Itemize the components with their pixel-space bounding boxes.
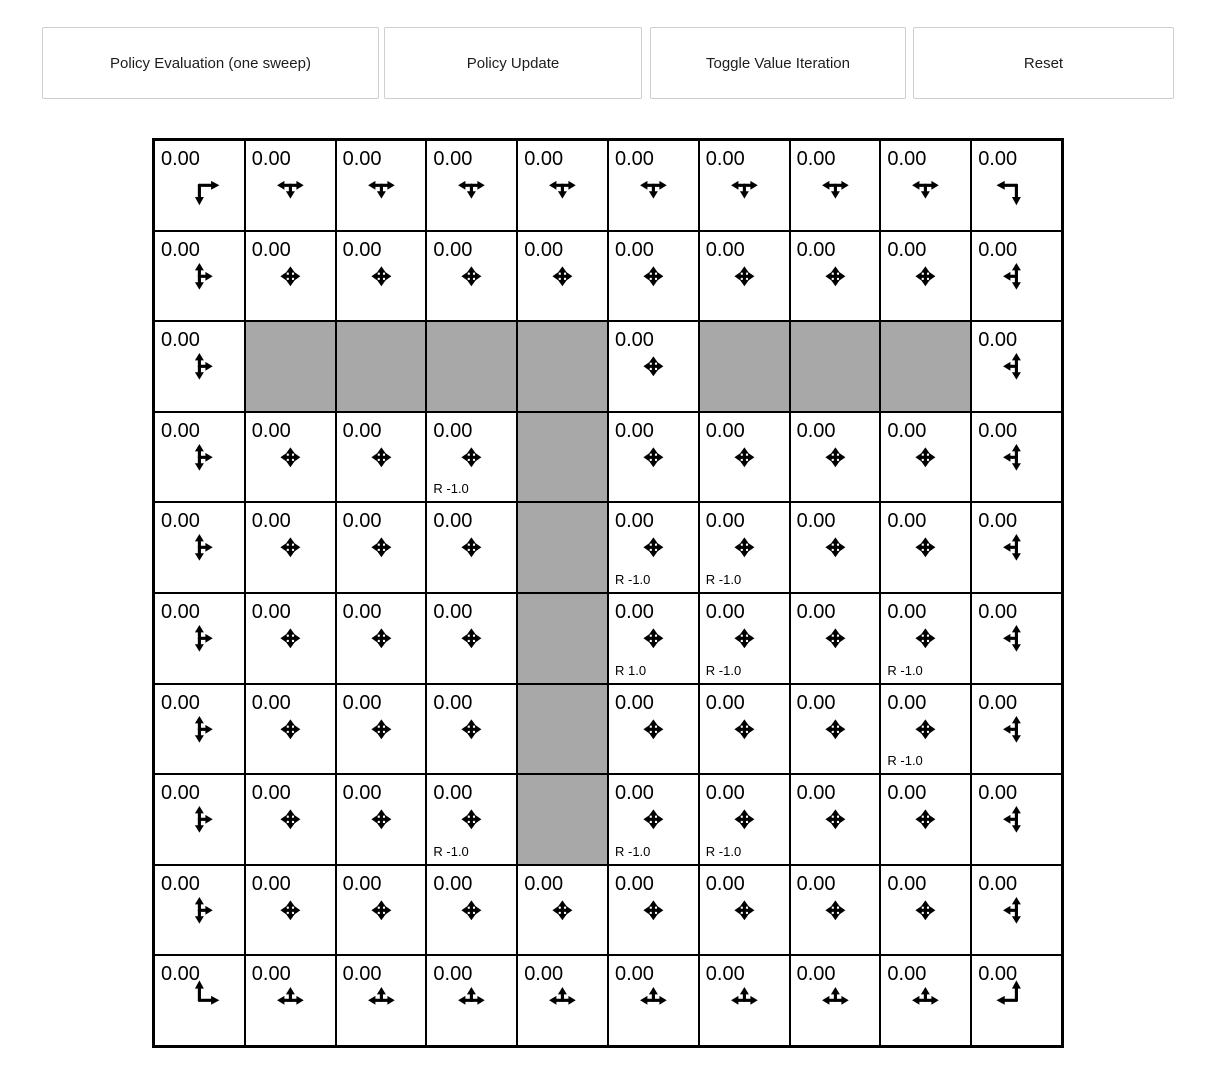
policy-arrows-icon — [246, 503, 335, 592]
policy-arrows-icon — [700, 775, 789, 864]
cell-value: 0.00 — [978, 600, 1018, 623]
cell-value: 0.00 — [161, 963, 200, 986]
grid-cell[interactable] — [880, 865, 971, 956]
policy-arrows-icon — [337, 775, 426, 864]
cell-value: 0.00 — [615, 148, 654, 170]
policy-arrows-icon — [791, 685, 880, 774]
grid-cell[interactable] — [426, 865, 517, 956]
grid-cell[interactable] — [608, 774, 699, 865]
policy-update-button[interactable]: Policy Update — [384, 27, 642, 99]
grid-cell-wall[interactable] — [880, 321, 971, 412]
policy-arrows-icon — [246, 594, 335, 683]
grid-cell[interactable] — [699, 774, 790, 865]
grid-cell[interactable] — [154, 321, 245, 412]
grid-cell[interactable] — [790, 231, 881, 322]
grid-cell[interactable] — [880, 412, 971, 503]
cell-value: 0.00 — [524, 963, 564, 986]
policy-arrows-icon — [518, 232, 607, 321]
policy-arrows-icon — [609, 232, 698, 321]
policy-arrows-icon — [427, 503, 516, 592]
cell-value: 0.00 — [796, 872, 836, 895]
cell-reward: R -1.0 — [705, 662, 742, 678]
grid-cell[interactable] — [426, 412, 517, 503]
grid-cell[interactable] — [154, 231, 245, 322]
policy-arrows-icon — [155, 322, 244, 411]
policy-arrows-icon — [791, 413, 880, 502]
grid-cell[interactable] — [608, 684, 699, 775]
cell-value: 0.00 — [433, 238, 473, 261]
policy-arrows-icon — [337, 232, 426, 321]
cell-value: 0.00 — [615, 782, 654, 805]
grid-cell[interactable] — [517, 140, 608, 231]
grid-cell[interactable] — [790, 593, 881, 684]
grid-cell[interactable] — [336, 502, 427, 593]
cell-value: 0.00 — [887, 782, 927, 805]
grid-cell-wall[interactable] — [517, 502, 608, 593]
policy-arrows-icon — [972, 322, 1061, 411]
cell-value: 0.00 — [705, 782, 745, 805]
cell-value: 0.00 — [342, 782, 382, 805]
grid-cell[interactable] — [245, 955, 336, 1046]
policy-arrows-icon — [609, 141, 698, 230]
grid-cell[interactable] — [336, 865, 427, 956]
policy-arrows-icon — [337, 141, 426, 230]
cell-value: 0.00 — [887, 600, 927, 623]
cell-reward: R -1.0 — [433, 481, 469, 497]
policy-arrows-icon — [427, 413, 516, 502]
policy-arrows-icon — [427, 685, 516, 774]
grid-cell[interactable] — [154, 955, 245, 1046]
cell-value: 0.00 — [161, 691, 200, 714]
grid-cell[interactable] — [245, 865, 336, 956]
grid-cell[interactable] — [336, 774, 427, 865]
grid-cell[interactable] — [154, 865, 245, 956]
grid-cell[interactable] — [699, 684, 790, 775]
cell-value: 0.00 — [887, 872, 927, 895]
grid-cell[interactable] — [699, 593, 790, 684]
cell-value: 0.00 — [524, 872, 564, 895]
grid-cell-wall[interactable] — [517, 593, 608, 684]
cell-value: 0.00 — [524, 238, 564, 261]
grid-cell[interactable] — [699, 955, 790, 1046]
policy-arrows-icon — [791, 232, 880, 321]
policy-arrows-icon — [972, 503, 1061, 592]
grid-cell[interactable] — [336, 684, 427, 775]
cell-value: 0.00 — [251, 238, 291, 261]
cell-value: 0.00 — [978, 238, 1018, 261]
cell-reward: R -1.0 — [433, 843, 469, 859]
grid-cell[interactable] — [245, 684, 336, 775]
grid-cell[interactable] — [426, 684, 517, 775]
policy-arrows-icon — [972, 956, 1061, 1045]
cell-value: 0.00 — [705, 148, 745, 170]
grid-cell[interactable] — [426, 140, 517, 231]
cell-value: 0.00 — [887, 148, 927, 170]
policy-arrows-icon — [427, 956, 516, 1045]
policy-evaluation-button[interactable]: Policy Evaluation (one sweep) — [42, 27, 379, 99]
grid-cell[interactable] — [971, 774, 1062, 865]
grid-cell[interactable] — [608, 231, 699, 322]
policy-arrows-icon — [881, 775, 970, 864]
cell-value: 0.00 — [615, 872, 654, 895]
policy-arrows-icon — [881, 866, 970, 955]
policy-arrows-icon — [700, 685, 789, 774]
cell-value: 0.00 — [161, 782, 200, 805]
cell-value: 0.00 — [978, 329, 1018, 352]
cell-value: 0.00 — [251, 782, 291, 805]
policy-arrows-icon — [700, 503, 789, 592]
cell-value: 0.00 — [796, 691, 836, 714]
cell-value: 0.00 — [887, 238, 927, 261]
cell-value: 0.00 — [251, 600, 291, 623]
policy-arrows-icon — [700, 956, 789, 1045]
policy-arrows-icon — [972, 141, 1061, 230]
grid-cell[interactable] — [699, 502, 790, 593]
grid-cell[interactable] — [245, 140, 336, 231]
policy-arrows-icon — [881, 594, 970, 683]
policy-arrows-icon — [700, 413, 789, 502]
grid-cell[interactable] — [154, 502, 245, 593]
cell-value: 0.00 — [251, 872, 291, 895]
policy-arrows-icon — [155, 775, 244, 864]
policy-arrows-icon — [700, 866, 789, 955]
cell-value: 0.00 — [887, 510, 927, 533]
policy-arrows-icon — [609, 956, 698, 1045]
grid-cell[interactable] — [154, 774, 245, 865]
cell-value: 0.00 — [796, 148, 836, 170]
grid-cell[interactable] — [971, 412, 1062, 503]
grid-cell[interactable] — [790, 412, 881, 503]
policy-arrows-icon — [155, 141, 244, 230]
cell-value: 0.00 — [161, 419, 200, 442]
cell-value: 0.00 — [251, 148, 291, 170]
cell-value: 0.00 — [342, 691, 382, 714]
policy-arrows-icon — [791, 775, 880, 864]
policy-arrows-icon — [791, 141, 880, 230]
cell-value: 0.00 — [161, 872, 200, 895]
cell-value: 0.00 — [796, 510, 836, 533]
policy-arrows-icon — [155, 685, 244, 774]
policy-arrows-icon — [972, 775, 1061, 864]
grid-cell[interactable] — [608, 865, 699, 956]
grid-cell[interactable] — [790, 140, 881, 231]
grid-cell[interactable] — [154, 684, 245, 775]
grid-cell[interactable] — [245, 593, 336, 684]
policy-arrows-icon — [700, 232, 789, 321]
cell-value: 0.00 — [978, 963, 1018, 986]
grid-cell[interactable] — [880, 774, 971, 865]
policy-arrows-icon — [337, 594, 426, 683]
cell-value: 0.00 — [615, 329, 654, 352]
cell-value: 0.00 — [615, 600, 654, 623]
cell-value: 0.00 — [251, 419, 291, 442]
policy-arrows-icon — [881, 685, 970, 774]
cell-value: 0.00 — [705, 691, 745, 714]
policy-arrows-icon — [337, 866, 426, 955]
grid-cell[interactable] — [699, 865, 790, 956]
grid-cell-wall[interactable] — [699, 321, 790, 412]
cell-value: 0.00 — [705, 419, 745, 442]
grid-cell-wall[interactable] — [245, 321, 336, 412]
grid-cell[interactable] — [336, 593, 427, 684]
grid-cell[interactable] — [880, 593, 971, 684]
grid-cell[interactable] — [426, 502, 517, 593]
cell-value: 0.00 — [887, 691, 927, 714]
grid-cell-wall[interactable] — [517, 412, 608, 503]
policy-arrows-icon — [609, 503, 698, 592]
cell-value: 0.00 — [615, 419, 654, 442]
policy-arrows-icon — [337, 956, 426, 1045]
cell-value: 0.00 — [342, 419, 382, 442]
policy-arrows-icon — [427, 775, 516, 864]
policy-arrows-icon — [791, 956, 880, 1045]
policy-arrows-icon — [881, 503, 970, 592]
policy-arrows-icon — [155, 594, 244, 683]
grid-cell[interactable] — [971, 593, 1062, 684]
grid-cell[interactable] — [426, 231, 517, 322]
grid-cell[interactable] — [608, 321, 699, 412]
cell-reward: R -1.0 — [887, 662, 923, 678]
cell-value: 0.00 — [342, 510, 382, 533]
grid-cell[interactable] — [336, 140, 427, 231]
policy-arrows-icon — [518, 866, 607, 955]
cell-value: 0.00 — [433, 872, 473, 895]
cell-value: 0.00 — [705, 600, 745, 623]
grid-cell[interactable] — [790, 865, 881, 956]
cell-value: 0.00 — [796, 600, 836, 623]
policy-arrows-icon — [155, 866, 244, 955]
grid-cell[interactable] — [699, 140, 790, 231]
grid-cell[interactable] — [426, 593, 517, 684]
policy-arrows-icon — [972, 685, 1061, 774]
policy-arrows-icon — [246, 866, 335, 955]
grid-cell[interactable] — [971, 865, 1062, 956]
grid-cell[interactable] — [880, 502, 971, 593]
cell-value: 0.00 — [978, 419, 1018, 442]
grid-cell[interactable] — [517, 955, 608, 1046]
cell-value: 0.00 — [161, 238, 200, 261]
cell-value: 0.00 — [433, 782, 473, 805]
policy-arrows-icon — [337, 503, 426, 592]
policy-arrows-icon — [609, 322, 698, 411]
grid-cell[interactable] — [880, 955, 971, 1046]
grid-cell[interactable] — [517, 865, 608, 956]
cell-value: 0.00 — [433, 963, 473, 986]
policy-arrows-icon — [518, 956, 607, 1045]
grid-cell[interactable] — [699, 412, 790, 503]
reset-button[interactable]: Reset — [913, 27, 1174, 99]
policy-arrows-icon — [246, 413, 335, 502]
policy-arrows-icon — [427, 141, 516, 230]
grid-cell-wall[interactable] — [790, 321, 881, 412]
cell-value: 0.00 — [978, 510, 1018, 533]
cell-value: 0.00 — [796, 419, 836, 442]
grid-cell[interactable] — [517, 231, 608, 322]
policy-arrows-icon — [427, 594, 516, 683]
policy-arrows-icon — [881, 413, 970, 502]
cell-value: 0.00 — [705, 872, 745, 895]
cell-value: 0.00 — [161, 329, 200, 352]
cell-value: 0.00 — [796, 238, 836, 261]
policy-arrows-icon — [246, 685, 335, 774]
cell-value: 0.00 — [342, 963, 382, 986]
policy-arrows-icon — [881, 232, 970, 321]
policy-arrows-icon — [609, 866, 698, 955]
grid-cell[interactable] — [154, 593, 245, 684]
grid-cell[interactable] — [971, 321, 1062, 412]
cell-value: 0.00 — [615, 691, 654, 714]
grid-cell-wall[interactable] — [336, 321, 427, 412]
grid-cell[interactable] — [971, 955, 1062, 1046]
cell-value: 0.00 — [796, 782, 836, 805]
cell-value: 0.00 — [615, 510, 654, 533]
cell-value: 0.00 — [887, 419, 927, 442]
cell-reward: R 1.0 — [615, 662, 647, 678]
policy-arrows-icon — [518, 141, 607, 230]
grid-cell[interactable] — [426, 774, 517, 865]
grid-cell[interactable] — [154, 412, 245, 503]
cell-reward: R -1.0 — [705, 571, 742, 587]
grid-cell[interactable] — [790, 502, 881, 593]
grid-cell[interactable] — [880, 140, 971, 231]
grid-cell[interactable] — [245, 412, 336, 503]
cell-value: 0.00 — [342, 238, 382, 261]
policy-arrows-icon — [427, 866, 516, 955]
policy-arrows-icon — [155, 956, 244, 1045]
grid-cell[interactable] — [790, 684, 881, 775]
grid-cell[interactable] — [608, 955, 699, 1046]
policy-arrows-icon — [791, 866, 880, 955]
grid-cell[interactable] — [154, 140, 245, 231]
policy-arrows-icon — [972, 413, 1061, 502]
grid-cell-wall[interactable] — [517, 321, 608, 412]
policy-arrows-icon — [609, 594, 698, 683]
policy-arrows-icon — [881, 141, 970, 230]
cell-value: 0.00 — [251, 963, 291, 986]
policy-arrows-icon — [246, 775, 335, 864]
grid-cell-wall[interactable] — [426, 321, 517, 412]
policy-arrows-icon — [972, 866, 1061, 955]
policy-arrows-icon — [155, 503, 244, 592]
gridworld — [152, 138, 1064, 1048]
cell-value: 0.00 — [978, 782, 1018, 805]
policy-arrows-icon — [246, 956, 335, 1045]
policy-arrows-icon — [791, 503, 880, 592]
grid-cell[interactable] — [245, 502, 336, 593]
cell-value: 0.00 — [796, 963, 836, 986]
grid-cell-wall[interactable] — [517, 774, 608, 865]
grid-cell[interactable] — [971, 140, 1062, 231]
cell-value: 0.00 — [887, 963, 927, 986]
grid-cell[interactable] — [336, 955, 427, 1046]
policy-arrows-icon — [427, 232, 516, 321]
cell-value: 0.00 — [342, 600, 382, 623]
policy-arrows-icon — [972, 232, 1061, 321]
cell-value: 0.00 — [161, 510, 200, 533]
cell-reward: R -1.0 — [615, 843, 651, 859]
cell-value: 0.00 — [433, 419, 473, 442]
policy-arrows-icon — [337, 685, 426, 774]
cell-value: 0.00 — [615, 963, 654, 986]
cell-value: 0.00 — [433, 600, 473, 623]
policy-arrows-icon — [246, 232, 335, 321]
cell-value: 0.00 — [978, 691, 1018, 714]
policy-arrows-icon — [246, 141, 335, 230]
grid-cell[interactable] — [971, 502, 1062, 593]
grid-cell[interactable] — [608, 593, 699, 684]
grid-cell[interactable] — [245, 231, 336, 322]
grid-cell[interactable] — [336, 231, 427, 322]
policy-arrows-icon — [881, 956, 970, 1045]
cell-value: 0.00 — [251, 510, 291, 533]
cell-value: 0.00 — [342, 872, 382, 895]
cell-value: 0.00 — [615, 238, 654, 261]
cell-value: 0.00 — [342, 148, 382, 170]
cell-reward: R -1.0 — [887, 753, 923, 769]
grid-cell[interactable] — [790, 774, 881, 865]
policy-arrows-icon — [972, 594, 1061, 683]
policy-arrows-icon — [155, 232, 244, 321]
grid-cell[interactable] — [608, 502, 699, 593]
toggle-value-iteration-button[interactable]: Toggle Value Iteration — [650, 27, 906, 99]
grid-cell[interactable] — [426, 955, 517, 1046]
cell-value: 0.00 — [433, 148, 473, 170]
policy-arrows-icon — [609, 685, 698, 774]
grid-cell[interactable] — [608, 412, 699, 503]
cell-value: 0.00 — [433, 691, 473, 714]
grid-cell[interactable] — [971, 231, 1062, 322]
policy-arrows-icon — [791, 594, 880, 683]
grid-cell[interactable] — [336, 412, 427, 503]
cell-value: 0.00 — [978, 872, 1018, 895]
policy-arrows-icon — [700, 141, 789, 230]
cell-reward: R -1.0 — [615, 571, 651, 587]
cell-value: 0.00 — [705, 510, 745, 533]
grid-cell-wall[interactable] — [517, 684, 608, 775]
cell-value: 0.00 — [524, 148, 564, 170]
grid-cell[interactable] — [608, 140, 699, 231]
cell-value: 0.00 — [161, 148, 200, 170]
cell-value: 0.00 — [433, 510, 473, 533]
grid-cell[interactable] — [971, 684, 1062, 775]
grid-cell[interactable] — [699, 231, 790, 322]
grid-cell[interactable] — [880, 684, 971, 775]
cell-value: 0.00 — [978, 148, 1018, 170]
grid-cell[interactable] — [245, 774, 336, 865]
policy-arrows-icon — [609, 775, 698, 864]
grid-cell[interactable] — [880, 231, 971, 322]
cell-value: 0.00 — [161, 600, 200, 623]
policy-arrows-icon — [337, 413, 426, 502]
grid-cell[interactable] — [790, 955, 881, 1046]
cell-value: 0.00 — [705, 238, 745, 261]
policy-arrows-icon — [609, 413, 698, 502]
policy-arrows-icon — [155, 413, 244, 502]
policy-arrows-icon — [700, 594, 789, 683]
cell-value: 0.00 — [251, 691, 291, 714]
cell-value: 0.00 — [705, 963, 745, 986]
cell-reward: R -1.0 — [705, 843, 742, 859]
